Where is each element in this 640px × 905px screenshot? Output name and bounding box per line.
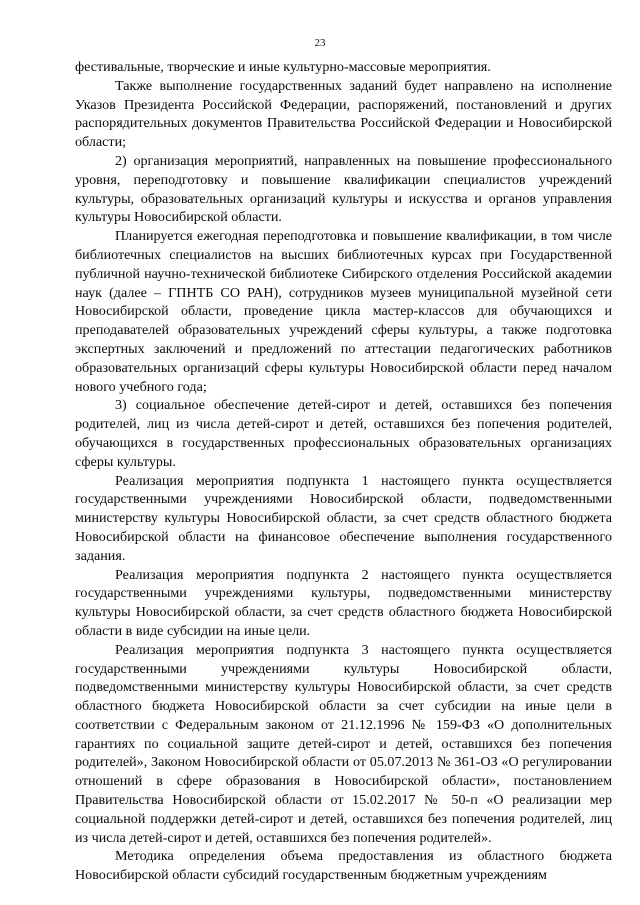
paragraph-subitem-3-implementation: Реализация мероприятия подпункта 3 настоящего пункта осуществляется государственными учреждениями культуры Новосибирской области, подведомственными министерству культуры Новосибирской области, за счет средств областного бюджета Новосибирской области за счет субсидии на иные цели в соответствии с Федеральным законом от 21.12.1996 № 159-ФЗ «О дополнительных гарантиях по социальной защите детей-сирот и детей, оставшихся без попечения родителей», Законом Новосибирской области от 05.07.2013 № 361-ОЗ «О регулировании отношений в сфере образования в Новосибирской области», постановлением Правительства Новосибирской области от 15.02.2017 № 50-п «О реализации мер социальной поддержки детей-сирот и детей, оставшихся без попечения родителей, лиц из числа детей-сирот и детей, оставшихся без попечения родителей».	[75, 641, 612, 846]
paragraph-state-tasks: Также выполнение государственных заданий будет направлено на исполнение Указов Президента Российской Федерации, распоряжений, постановлений и других распорядительных документов Правительства Российской Федерации и Новосибирской области;	[75, 77, 612, 151]
paragraph-subitem-2-implementation: Реализация мероприятия подпункта 2 настоящего пункта осуществляется государственными учреждениями культуры, подведомственными министерству культуры Новосибирской области, за счет средств областного бюджета Новосибирской области в виде субсидии на иные цели.	[75, 566, 612, 639]
page-number: 23	[314, 37, 326, 49]
paragraph-subitem-1-implementation: Реализация мероприятия подпункта 1 настоящего пункта осуществляется государственными учреждениями Новосибирской области, подведомственными министерству культуры Новосибирской области, за счет средств областного бюджета Новосибирской области на финансовое обеспечение выполнения государственного задания.	[75, 472, 612, 564]
paragraph-continuation: фестивальные, творческие и иные культурно-массовые мероприятия.	[75, 59, 491, 75]
document-body	[75, 58, 612, 885]
paragraph-methodology: Методика определения объема предоставления из областного бюджета Новосибирской области субсидий государственным бюджетным учреждениям	[75, 848, 612, 884]
paragraph-item-3: 3) социальное обеспечение детей-сирот и детей, оставшихся без попечения родителей, лиц из числа детей-сирот и детей, оставшихся без попечения родителей, обучающихся в государственных профессиональных образовательных организациях сферы культуры.	[75, 397, 612, 470]
paragraph-item-2: 2) организация мероприятий, направленных на повышение профессионального уровня, переподготовку и повышение квалификации специалистов учреждений культуры, образовательных организаций культуры и искусства и органов управления культуры Новосибирской области.	[75, 152, 612, 226]
paragraph-training-plan: Планируется ежегодная переподготовка и повышение квалификации, в том числе библиотечных специалистов на высших библиотечных курсах при Государственной публичной научно-технической библиотеке Сибирского отделения Российской академии наук (далее – ГПНТБ СО РАН), сотрудников музеев муниципальной музейной сети Новосибирской области, проведение цикла мастер-классов для обучающихся и преподавателей образовательных учреждений сферы культуры, а также подготовка экспертных заключений и предложений по аттестации педагогических работников образовательных организаций сферы культуры Новосибирской области перед началом нового учебного года;	[75, 228, 612, 395]
